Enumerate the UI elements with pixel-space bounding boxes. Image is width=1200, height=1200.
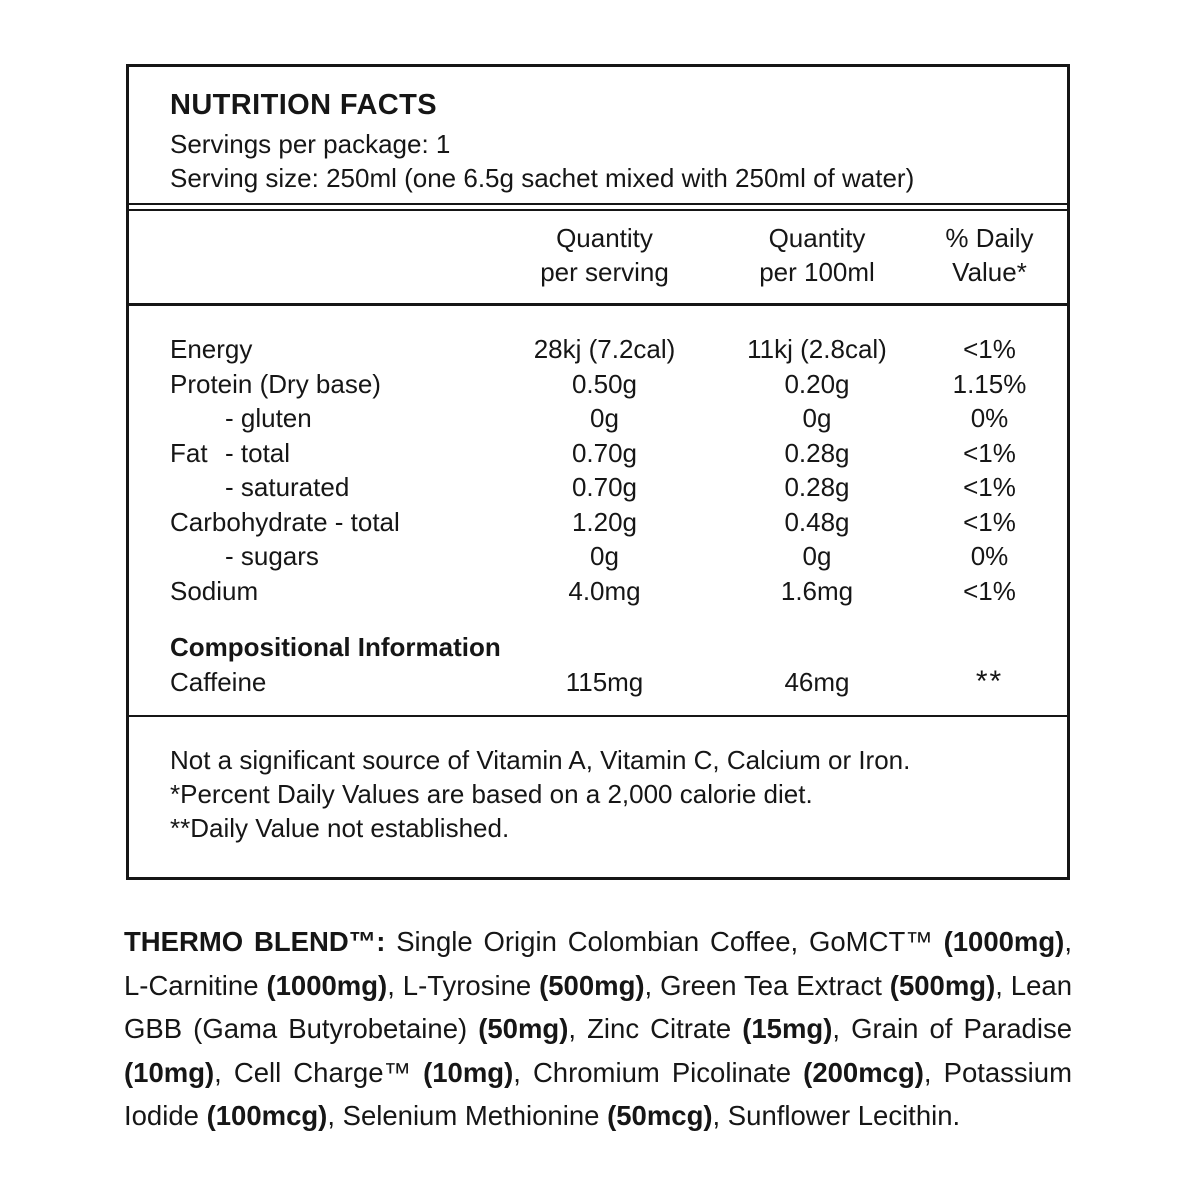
row-label: Protein (Dry base)	[170, 368, 381, 399]
footnote-daily-value-not-established: **Daily Value not established.	[170, 813, 510, 843]
table-row-caffeine	[129, 665, 1067, 700]
qty-per-100ml: 0.28g	[784, 472, 850, 502]
table-row-carbohydrate	[129, 505, 1067, 540]
footnote-percent-daily-values: *Percent Daily Values are based on a 2,000 calorie diet.	[170, 779, 813, 809]
header-divider-double-rule	[129, 203, 1067, 211]
daily-value: <1%	[963, 334, 1016, 364]
panel-header	[129, 67, 1067, 195]
row-sublabel: - total	[225, 437, 291, 468]
nutrition-table	[129, 306, 1067, 717]
compositional-information-heading: Compositional Information	[170, 632, 501, 662]
serving-size-line: Serving size: 250ml (one 6.5g sachet mixed with 250ml of water)	[170, 163, 915, 193]
qty-per-serving: 1.20g	[571, 506, 638, 537]
row-label: Carbohydrate - total	[170, 506, 400, 537]
table-row-sugars	[129, 539, 1067, 574]
qty-per-serving: 0.70g	[571, 472, 638, 502]
row-label: Caffeine	[170, 666, 267, 697]
daily-value: <1%	[963, 472, 1016, 502]
table-row-energy	[129, 332, 1067, 367]
daily-value: 1.15%	[952, 368, 1027, 399]
row-label: Energy	[170, 334, 253, 364]
thermo-blend-ingredients-paragraph: THERMO BLEND™: Single Origin Colombian Coffee, GoMCT™ (1000mg), L-Carnitine (1000mg), L-Tyrosine (500mg), Green Tea Extract (500mg), Lean GBB (Gama Butyrobetaine) (50mg), Zinc Citrate (15mg), Grain of Paradise (10mg), Cell Charge™ (10mg), Chromium Picolinate (200mcg), Potassium Iodide (100mcg), Selenium Methionine (50mcg), Sunflower Lecithin.	[124, 926, 1072, 1131]
nutrition-facts-panel	[126, 64, 1070, 880]
qty-per-serving: 0g	[590, 403, 619, 433]
qty-per-serving: 0.50g	[571, 368, 638, 399]
table-row-gluten	[129, 401, 1067, 436]
qty-per-100ml: 0g	[802, 541, 832, 571]
qty-per-100ml: 46mg	[784, 666, 850, 697]
row-sublabel: - gluten	[225, 403, 312, 433]
qty-per-100ml: 0.20g	[784, 368, 850, 399]
qty-per-100ml: 11kj (2.8cal)	[747, 334, 887, 364]
footnote-significant-source: Not a significant source of Vitamin A, Vitamin C, Calcium or Iron.	[170, 745, 911, 775]
column-header-per-100ml: Quantity per 100ml	[759, 223, 875, 287]
table-row-fat-total	[129, 436, 1067, 471]
daily-value: <1%	[963, 506, 1016, 537]
qty-per-serving: 28kj (7.2cal)	[533, 334, 676, 364]
qty-per-serving: 0g	[590, 541, 619, 571]
table-row-sodium	[129, 574, 1067, 609]
column-header-daily-value: % Daily Value*	[945, 223, 1034, 287]
table-row-protein	[129, 367, 1067, 402]
servings-per-package-line: Servings per package: 1	[170, 129, 451, 159]
column-header-spacer	[129, 221, 497, 289]
qty-per-100ml: 0.28g	[784, 437, 850, 468]
column-header-row	[129, 211, 1067, 306]
qty-per-serving: 4.0mg	[568, 575, 641, 606]
column-header-per-serving: Quantity per serving	[540, 223, 669, 287]
qty-per-serving: 115mg	[565, 666, 644, 697]
table-row-fat-saturated	[129, 470, 1067, 505]
footnotes-section	[129, 717, 1067, 845]
daily-value: 0%	[970, 541, 1009, 571]
qty-per-100ml: 0g	[802, 403, 832, 433]
row-label: Fat	[170, 437, 208, 468]
daily-value: <1%	[963, 575, 1016, 606]
row-label: Sodium	[170, 575, 259, 606]
daily-value: 0%	[970, 403, 1009, 433]
nutrition-facts-title: NUTRITION FACTS	[170, 89, 437, 121]
daily-value: <1%	[963, 437, 1016, 468]
row-sublabel: - sugars	[225, 541, 319, 571]
qty-per-100ml: 1.6mg	[780, 575, 854, 606]
qty-per-serving: 0.70g	[571, 437, 638, 468]
daily-value-not-established-marker: **	[975, 664, 1004, 698]
qty-per-100ml: 0.48g	[784, 506, 850, 537]
row-sublabel: - saturated	[225, 472, 350, 502]
